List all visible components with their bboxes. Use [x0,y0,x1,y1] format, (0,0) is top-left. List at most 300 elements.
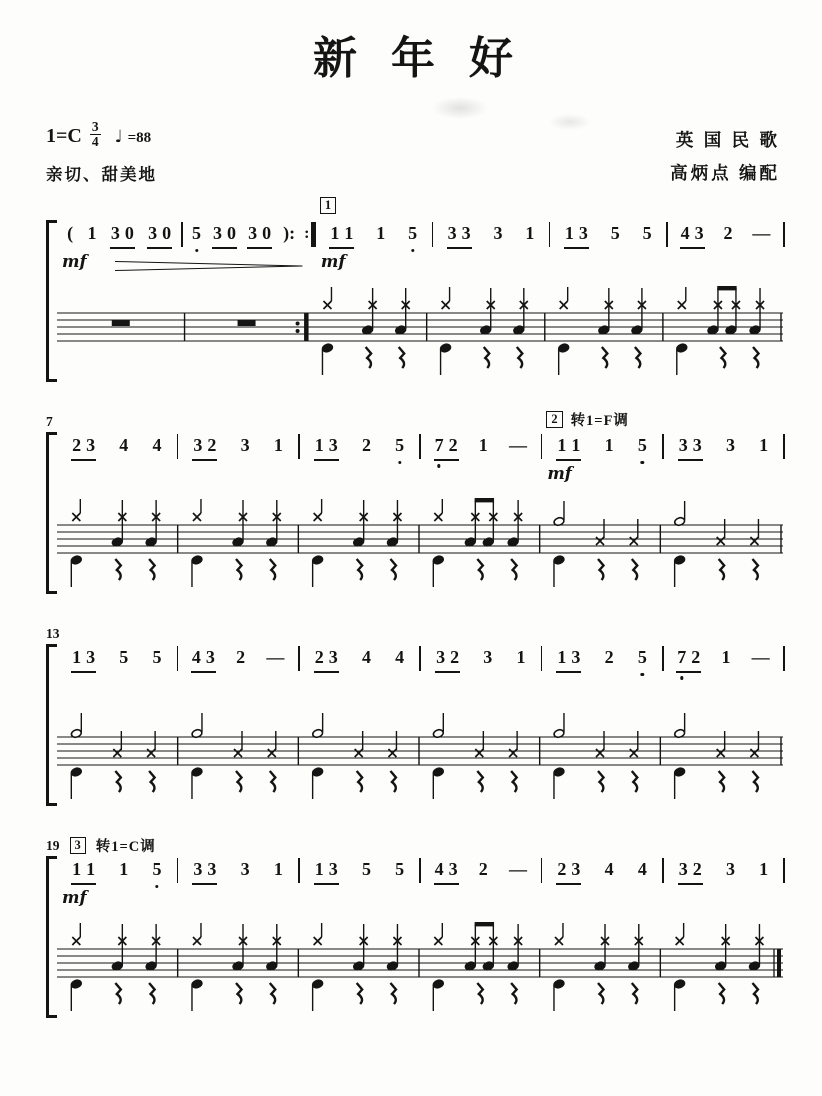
note-group [394,645,405,671]
barline [783,858,785,883]
jianpu-note: 3 [86,646,96,667]
score-title: 新年好 [313,33,547,84]
measure-number: 19 [46,837,60,853]
quarter-rest [357,983,363,1004]
melody-measure [300,433,420,463]
jianpu-note: 3 [110,222,120,243]
jianpu-note: 2 [557,858,567,879]
jianpu-note: 3 [248,222,258,243]
quarter-rest [719,771,725,792]
low-octave-dot [641,461,644,464]
perc-measure [432,498,522,587]
jianpu-note: 2 [604,646,614,667]
note-group [515,645,526,671]
jianpu-note: 5 [638,645,647,671]
hairpin-svg [115,260,304,272]
note-group [361,433,372,459]
quarter-rest [270,983,276,1004]
perc-measure [558,287,646,375]
beamed-note-group [71,857,96,885]
beamed-note-group [191,645,216,673]
quarter-rest [477,771,483,792]
jianpu-note: 4 [191,646,201,667]
jianpu-note: 3 [328,858,338,879]
jianpu-note: 2 [691,646,701,667]
perc-measure [432,713,517,799]
drum-notehead [70,767,82,777]
note-group [758,857,769,883]
note-group [118,857,129,883]
jianpu-note: 2 [448,434,458,455]
dynamic-marking: mf [320,251,346,271]
quarter-rest [511,983,517,1004]
jianpu-note: 1 [119,858,129,879]
melody-measure [316,197,432,271]
system-body [46,411,793,593]
beamed-note-group [556,433,581,461]
jianpu-note: — [508,434,527,455]
melody-row [57,645,785,703]
drum-notehead [70,979,82,989]
jianpu-note: 5 [395,858,405,879]
quarter-rest [477,559,483,580]
note-group [725,857,736,883]
melody-measure [300,645,420,675]
jianpu-note: 3 [240,434,250,455]
quarter-rest [752,771,758,792]
jianpu-note: 3 [205,646,215,667]
quarter-rest [752,559,758,580]
quarter-rest [270,771,276,792]
jianpu-note: 1 [759,434,769,455]
jianpu-note: 3 [694,222,704,243]
melody-measure [178,645,298,675]
system-3 [46,623,780,805]
percussion-staff [57,279,785,381]
dynamic-marking: mf [62,887,87,907]
perc-measure [312,713,397,799]
barline [783,434,785,459]
note-group [152,433,163,459]
melody-measure [433,221,549,251]
note-group [492,221,503,247]
beamed-note-group [676,645,701,673]
note-group [66,221,74,247]
time-signature-denominator: 4 [91,134,99,150]
beamed-note-group [71,645,96,673]
quarter-rest [598,559,604,580]
note-group [482,645,493,671]
note-group [751,645,771,671]
eighth-beam [475,922,494,926]
perc-measure [70,923,160,1011]
low-octave-dot [437,464,440,467]
system-label-row [46,835,780,857]
meta-left [46,120,157,191]
jianpu-note: 1 [330,222,340,243]
key-signature-line [46,120,157,149]
jianpu-note: ): [283,222,296,243]
quarter-rest [511,559,517,580]
quarter-rest [752,983,758,1004]
perc-measure [312,499,402,587]
jianpu-note: 3 [578,222,588,243]
jianpu-note: 5 [152,646,162,667]
jianpu-note: 1 [478,434,488,455]
quarter-rest [602,347,608,368]
beamed-note-group [564,221,589,249]
systems-container [46,197,780,1017]
quarter-rest [236,771,242,792]
eighth-beam [475,498,494,502]
quarter-rest [115,983,121,1004]
jianpu-note: 3 [86,434,96,455]
jianpu-note: 3 [193,858,203,879]
jianpu-note: 3 [207,858,217,879]
jianpu-note: 4 [637,858,647,879]
note-group [604,645,615,671]
low-octave-dot [641,673,644,676]
drum-notehead [312,767,324,777]
perc-measure [191,713,276,799]
jianpu-note: 3 [725,858,735,879]
jianpu-note: 1 [525,222,535,243]
time-signature [90,120,101,149]
system-body [46,645,793,805]
jianpu-note: 2 [478,858,488,879]
perc-measure [432,922,522,1011]
jianpu-note: 1 [314,858,324,879]
jianpu-note: ( [67,222,74,243]
note-group [191,221,202,247]
jianpu-note: 3 [692,434,702,455]
jianpu-note: 5 [192,221,201,247]
jianpu-note: 1 [759,858,769,879]
jianpu-note: 4 [119,434,129,455]
jianpu-note: 0 [124,222,134,243]
jianpu-note: 2 [314,646,324,667]
melody-measure [178,857,298,887]
note-group [86,221,97,247]
note-group [235,645,246,671]
credit-origin: 英 国 民 歌 [675,130,780,150]
note-group [751,221,771,247]
melody-row [57,411,785,491]
quarter-rest [598,771,604,792]
beamed-note-group [435,645,460,673]
jianpu-note: 1 [721,646,731,667]
note-group [407,221,418,247]
low-octave-dot [195,249,198,252]
system-1 [46,197,780,381]
jianpu-note: 2 [361,434,371,455]
melody-measure [421,857,541,887]
jianpu-note: 1 [571,434,581,455]
rehearsal-box: 3 [70,837,86,854]
jianpu-note: 3 [193,434,203,455]
beamed-note-group [680,221,705,249]
system-4 [46,835,780,1017]
perc-measure [553,923,643,1011]
drum-notehead [312,555,324,565]
key-signature: 1=C [46,125,82,148]
jianpu-note: 3 [678,858,688,879]
jianpu-note: 7 [435,433,444,459]
perc-measure [322,287,410,375]
quarter-rest [511,771,517,792]
beamed-note-group [110,221,135,249]
jianpu-note: 2 [236,646,246,667]
system-label-row [46,411,780,433]
note-group [118,433,129,459]
jianpu-note: 1 [87,222,97,243]
quarter-rest [635,347,641,368]
barline [783,222,785,247]
jianpu-note: 3 [725,434,735,455]
melody-row [57,197,785,279]
drum-notehead [432,767,444,777]
jianpu-note: 5 [361,858,371,879]
quarter-rest [632,771,638,792]
barline [783,646,785,671]
note-group [524,221,535,247]
key-change-label: 转1=C调 [95,839,156,855]
rehearsal-box: 1 [320,197,336,214]
jianpu-note: 3 [493,222,503,243]
jianpu-note: 5 [638,433,647,459]
drum-notehead [674,979,686,989]
note-group [725,433,736,459]
score-meta [46,120,780,191]
jianpu-note: 5 [408,221,417,247]
quarter-rest [115,559,121,580]
beamed-note-group [247,221,272,249]
quarter-rest [149,559,155,580]
quarter-rest [390,983,396,1004]
jianpu-note: — [508,858,527,879]
melody-measure [178,433,298,463]
melody-row [57,857,785,915]
melody-measure [57,221,181,271]
hairpin-upper-line [115,261,302,266]
quarter-rest [270,559,276,580]
beamed-note-group [314,433,339,461]
perc-measure [674,501,759,587]
low-octave-dot [680,676,683,679]
quarter-rest [719,559,725,580]
whole-rest [112,320,130,326]
drum-notehead [312,979,324,989]
jianpu-note: 1 [273,858,283,879]
quarter-rest [720,347,726,368]
repeat-barline [304,222,316,247]
quarter-rest [149,983,155,1004]
perc-measure [238,320,256,326]
note-group [361,857,372,883]
note-group [282,221,296,247]
quarter-rest [753,347,759,368]
quarter-rest [236,559,242,580]
melody-measure [542,857,662,887]
jianpu-note: 3 [148,222,158,243]
jianpu-note: 1 [314,434,324,455]
perc-measure [674,713,759,799]
jianpu-note: 3 [328,434,338,455]
perc-measure [70,713,155,799]
jianpu-note: 2 [450,646,460,667]
note-group [758,433,769,459]
quarter-rest [236,983,242,1004]
jianpu-note: 1 [557,434,567,455]
quarter-rest [149,771,155,792]
quarter-rest [390,559,396,580]
note-group [478,433,489,459]
rehearsal-mark [546,409,629,430]
note-group [723,221,734,247]
jianpu-note: 4 [361,646,371,667]
note-group [394,433,405,459]
drum-notehead [553,767,565,777]
jianpu-note: 5 [119,646,129,667]
note-group [637,857,648,883]
beamed-note-group [434,433,459,461]
jianpu-note: 3 [571,646,581,667]
time-signature-numerator: 3 [91,119,99,134]
system-body [46,197,793,381]
jianpu-note: 3 [678,434,688,455]
jianpu-note: 1 [86,858,96,879]
dynamic-marking: mf [62,251,87,271]
note-group [375,221,386,247]
jianpu-note: 4 [395,646,405,667]
quarter-rest [357,559,363,580]
note-group [604,433,615,459]
jianpu-note: 5 [610,222,620,243]
quarter-rest [115,771,121,792]
final-barline [777,949,781,977]
drum-notehead [322,343,334,353]
jianpu-note: 4 [604,858,614,879]
low-octave-dot [155,885,158,888]
perc-measure [312,923,402,1011]
melody-measure [57,857,177,907]
jianpu-note: 5 [642,222,652,243]
beamed-note-group [434,857,459,885]
quarter-rest [484,347,490,368]
jianpu-note: 1 [516,646,526,667]
melody-measure [664,645,784,675]
beamed-note-group [678,857,703,885]
jianpu-note: — [751,646,770,667]
jianpu-note: 7 [677,645,686,671]
drum-notehead [553,979,565,989]
jianpu-note: 3 [461,222,471,243]
jianpu-note: 5 [395,433,404,459]
drum-notehead [558,343,570,353]
note-group [478,857,489,883]
jianpu-note: 1 [557,646,567,667]
dynamic-marking: mf [547,463,572,483]
repeat-dot [296,321,300,325]
beamed-note-group [556,857,581,885]
note-group [637,645,648,671]
drum-notehead [553,555,565,565]
perc-measure [70,499,160,587]
credit-arranger: 高炳点 编配 [670,163,780,184]
hairpin-lower-line [115,266,302,271]
drum-notehead [70,555,82,565]
jianpu-note: 0 [262,222,272,243]
key-change-label: 转1=F调 [570,412,629,429]
drum-notehead [191,555,203,565]
system-label-row [46,623,780,645]
drum-notehead [674,555,686,565]
melody-measure [542,411,662,483]
thick-barline [304,313,309,341]
eighth-beam [717,286,736,290]
melody-measure [421,645,541,675]
melody-measure [300,857,420,887]
jianpu-note: 0 [162,222,172,243]
melody-measure [550,221,666,251]
note-group [642,221,653,247]
jianpu-note: 1 [273,434,283,455]
quarter-rest [366,347,372,368]
perc-measure [676,286,764,375]
jianpu-note: 3 [483,646,493,667]
jianpu-note: 1 [344,222,354,243]
drum-notehead [191,767,203,777]
perc-measure [191,499,281,587]
melody-measure [668,221,784,251]
perc-measure [674,923,764,1011]
measure-number: 7 [46,413,53,429]
note-group [152,857,163,883]
jianpu-note: 3 [447,222,457,243]
beamed-note-group [314,645,339,673]
quarter-rest [357,771,363,792]
beamed-note-group [314,857,339,885]
perc-measure [553,501,638,587]
note-group [273,433,284,459]
perc-measure [553,713,638,799]
credits [670,124,780,191]
beamed-note-group [447,221,472,249]
drum-notehead [432,555,444,565]
note-group [508,857,528,883]
jianpu-note: 3 [213,222,223,243]
percussion-staff [57,703,785,805]
perc-measure [440,287,528,375]
note-group [394,857,405,883]
jianpu-note: 2 [207,434,217,455]
quarter-rest [517,347,523,368]
jianpu-note: 4 [434,858,444,879]
system-body [46,857,793,1017]
quarter-rest [598,983,604,1004]
perc-measure [112,320,130,326]
jianpu-note: 1 [376,222,386,243]
melody-measure [664,433,784,463]
note-group [637,433,648,459]
drum-notehead [191,979,203,989]
beamed-note-group [329,221,354,249]
note-group [273,857,284,883]
melody-measure [183,221,304,251]
note-group [265,645,285,671]
jianpu-note: 0 [227,222,237,243]
perc-measure [191,923,281,1011]
